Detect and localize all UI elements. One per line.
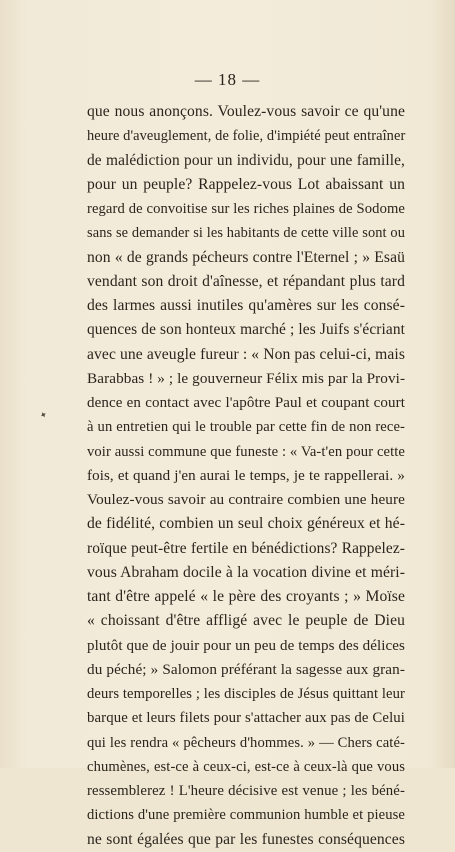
- text-line: ressemblerez ! L'heure décisive est venue ; les béné-: [87, 783, 405, 799]
- text-line: tant d'être appelé « le père des croyants ; » Moïse: [87, 588, 405, 605]
- page-number: — 18 —: [194, 70, 261, 89]
- margin-mark-icon: ✦: [37, 408, 50, 422]
- text-line: Barabbas ! » ; le gouverneur Félix mis par la Provi-: [87, 369, 406, 387]
- text-line: qui les rendra « pêcheurs d'hommes. » — Chers caté-: [87, 734, 405, 751]
- text-line: sans se demander si les habitants de cette ville sont ou: [87, 225, 405, 242]
- text-line: à un entretien qui le trouble par cette fin de non rece-: [87, 419, 405, 436]
- text-line: roïque peut-être fertile en bénédictions? Rappelez-: [87, 539, 405, 557]
- text-line: vendant son droit d'aînesse, et répandant plus tard: [87, 272, 405, 290]
- body-text: [87, 100, 405, 852]
- text-line: fois, et quand j'en aurai le temps, je te rappellerai. »: [87, 467, 405, 484]
- text-line: regard de convoitise sur les riches plaines de Sodome: [87, 201, 405, 217]
- text-line: avec une aveugle fureur : « Non pas celui-ci, mais: [87, 345, 405, 363]
- text-line: pour un peuple? Rappelez-vous Lot abaissant un: [87, 175, 405, 193]
- text-line: vous Abraham docile à la vocation divine et méri-: [87, 563, 405, 581]
- text-line: ne sont égalées que par les funestes conséquences: [87, 830, 405, 848]
- text-line: chumènes, est-ce à ceux-ci, est-ce à ceux-là que vous: [87, 758, 405, 775]
- text-line: dence en contact avec l'apôtre Paul et coupant court: [87, 395, 405, 411]
- text-line: deurs temporelles ; les disciples de Jésus quittant leur: [87, 686, 405, 702]
- text-line: dictions d'une première communion humble et pieuse: [87, 807, 405, 824]
- text-line: que nous anonçons. Voulez-vous savoir ce qu'une: [87, 103, 405, 120]
- text-line: barque et leurs filets pour s'attacher aux pas de Celui: [87, 710, 405, 727]
- text-line: « choissant d'être affligé avec le peuple de Dieu: [87, 612, 405, 630]
- text-line: voir aussi commune que funeste : « Va-t'en pour cette: [87, 443, 405, 460]
- text-line: de fidélité, combien un seul choix généreux et hé-: [87, 515, 405, 533]
- text-line: non « de grands pécheurs contre l'Eternel ; » Esaü: [87, 248, 405, 266]
- text-line: du péché; » Salomon préférant la sagesse aux gran-: [87, 660, 405, 678]
- text-line: plutôt que de jouir pour un peu de temps des délices: [87, 637, 405, 654]
- text-line: quences de son honteux marché ; les Juifs s'écriant: [87, 321, 405, 339]
- text-line: Voulez-vous savoir au contraire combien une heure: [87, 491, 405, 508]
- text-line: de malédiction pour un individu, pour une famille,: [87, 151, 405, 169]
- text-line: des larmes aussi inutiles qu'amères sur les consé-: [87, 297, 405, 314]
- text-line: heure d'aveuglement, de folie, d'impiété peut entraîner: [87, 128, 406, 145]
